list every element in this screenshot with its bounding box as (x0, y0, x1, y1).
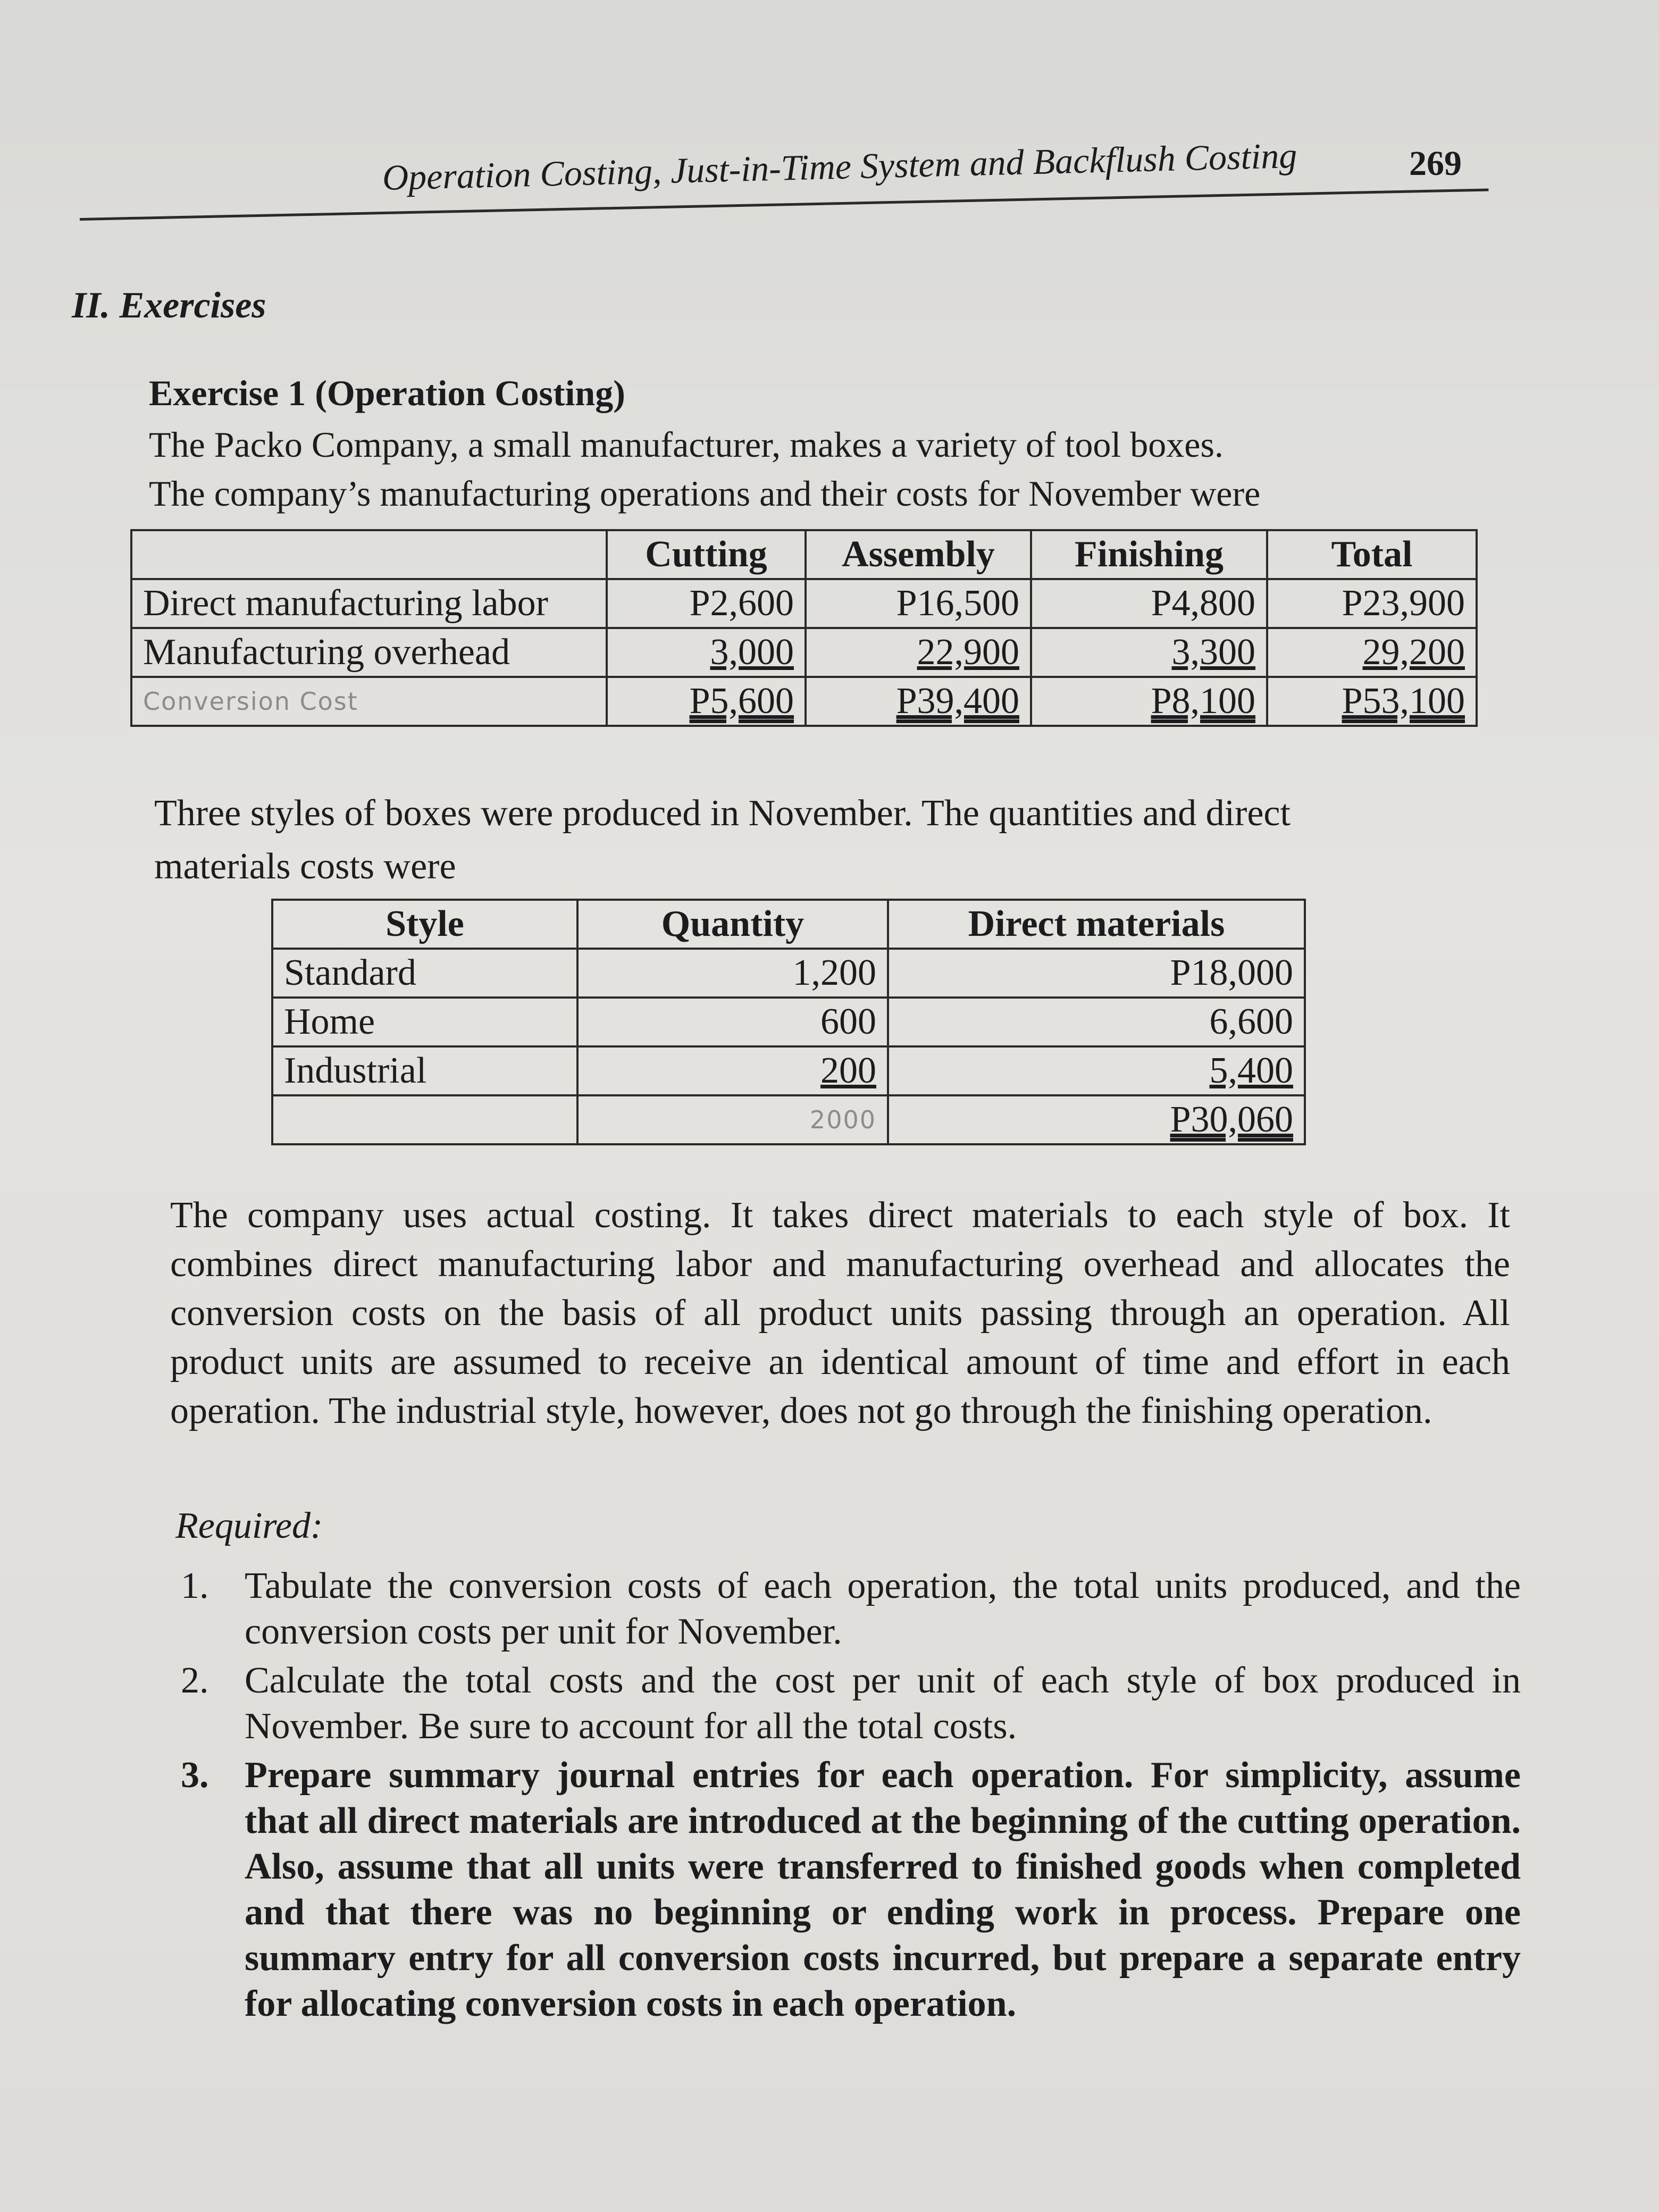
table-row (272, 949, 1305, 998)
paragraph-line: materials costs were (154, 846, 456, 887)
table-cell: P5,600 (607, 677, 806, 726)
middle-paragraph (154, 787, 1291, 893)
intro-paragraph (149, 420, 1260, 518)
table-row (272, 1046, 1305, 1095)
table-row (272, 998, 1305, 1046)
table-cell: P39,400 (806, 677, 1031, 726)
table-cell: P8,100 (1031, 677, 1267, 726)
required-label: Required: (175, 1505, 323, 1546)
table-cell: P23,900 (1267, 579, 1477, 628)
description-paragraph: The company uses actual costing. It takes direct materials to each style of box. It combines direct manufacturing labor and manufacturing overhead and allocates the conversion costs on the basis of all product units passing through an operation. All product units are assumed to receive an identical amount of time and effort in each operation. The industrial style, however, does not go through the finishing operation. (170, 1195, 1510, 1431)
table-cell: 6,600 (888, 998, 1305, 1046)
table-row (131, 628, 1477, 677)
table-cell: Home (272, 998, 577, 1046)
table-cell: 29,200 (1267, 628, 1477, 677)
list-item-number: 1. (181, 1565, 209, 1606)
list-item-number: 2. (181, 1660, 209, 1701)
header-cell (131, 530, 607, 579)
table-cell (272, 1095, 577, 1144)
header-cell: Cutting (607, 530, 806, 579)
table-header-row (272, 900, 1305, 949)
header-cell: Assembly (806, 530, 1031, 579)
paragraph-line: Three styles of boxes were produced in November. The quantities and direct (154, 793, 1291, 834)
header-rule (80, 189, 1489, 221)
table-row (272, 1095, 1305, 1144)
table-cell: P4,800 (1031, 579, 1267, 628)
table-cell: P53,100 (1267, 677, 1477, 726)
table-cell: 1,200 (577, 949, 888, 998)
handwritten-note: Conversion Cost (131, 677, 607, 726)
header-cell: Style (272, 900, 577, 949)
list-item-number: 3. (181, 1755, 209, 1796)
table-cell: P18,000 (888, 949, 1305, 998)
table-cell: Industrial (272, 1046, 577, 1095)
list-item (181, 1658, 1521, 1749)
list-item-text: Calculate the total costs and the cost per unit of each style of box produced in November. Be sure to account for all the total costs. (245, 1660, 1521, 1747)
row-label: Direct manufacturing labor (131, 579, 607, 628)
table-cell: Standard (272, 949, 577, 998)
style-materials-table (271, 899, 1306, 1145)
operation-cost-table (130, 529, 1478, 727)
table-cell: 22,900 (806, 628, 1031, 677)
table-header-row (131, 530, 1477, 579)
table-cell: 5,400 (888, 1046, 1305, 1095)
exercise-title: Exercise 1 (Operation Costing) (149, 373, 625, 413)
table-row (131, 579, 1477, 628)
list-item (181, 1563, 1521, 1655)
list-item (181, 1753, 1521, 2027)
row-label: Manufacturing overhead (131, 628, 607, 677)
table-cell: P30,060 (888, 1095, 1305, 1144)
list-item-text: Tabulate the conversion costs of each operation, the total units produced, and the conversion costs per unit for November. (245, 1565, 1521, 1652)
table-cell: 200 (577, 1046, 888, 1095)
list-item-text: Prepare summary journal entries for each operation. For simplicity, assume that all direct materials are introduced at the beginning of the cutting operation. Also, assume that all units were transferred to finished goods when completed and that there was no beginning or ending work in process. Prepare one summary entry for all conversion costs incurred, but prepare a separate entry for allocating conversion costs in each operation. (245, 1755, 1521, 2024)
section-title: II. Exercises (72, 285, 266, 326)
table-cell: P16,500 (806, 579, 1031, 628)
intro-line: The company’s manufacturing operations and their costs for November were (149, 473, 1261, 514)
handwritten-note: 2000 (577, 1095, 888, 1144)
table-cell: 3,300 (1031, 628, 1267, 677)
header-cell: Quantity (577, 900, 888, 949)
table-cell: 600 (577, 998, 888, 1046)
page-number: 269 (1409, 144, 1462, 183)
header-cell: Total (1267, 530, 1477, 579)
running-header: Operation Costing, Just-in-Time System and Backflush Costing (382, 135, 1298, 198)
table-cell: 3,000 (607, 628, 806, 677)
required-list (181, 1563, 1521, 2030)
table-cell: P2,600 (607, 579, 806, 628)
table-row (131, 677, 1477, 726)
header-cell: Direct materials (888, 900, 1305, 949)
header-cell: Finishing (1031, 530, 1267, 579)
intro-line: The Packo Company, a small manufacturer, makes a variety of tool boxes. (149, 424, 1224, 465)
